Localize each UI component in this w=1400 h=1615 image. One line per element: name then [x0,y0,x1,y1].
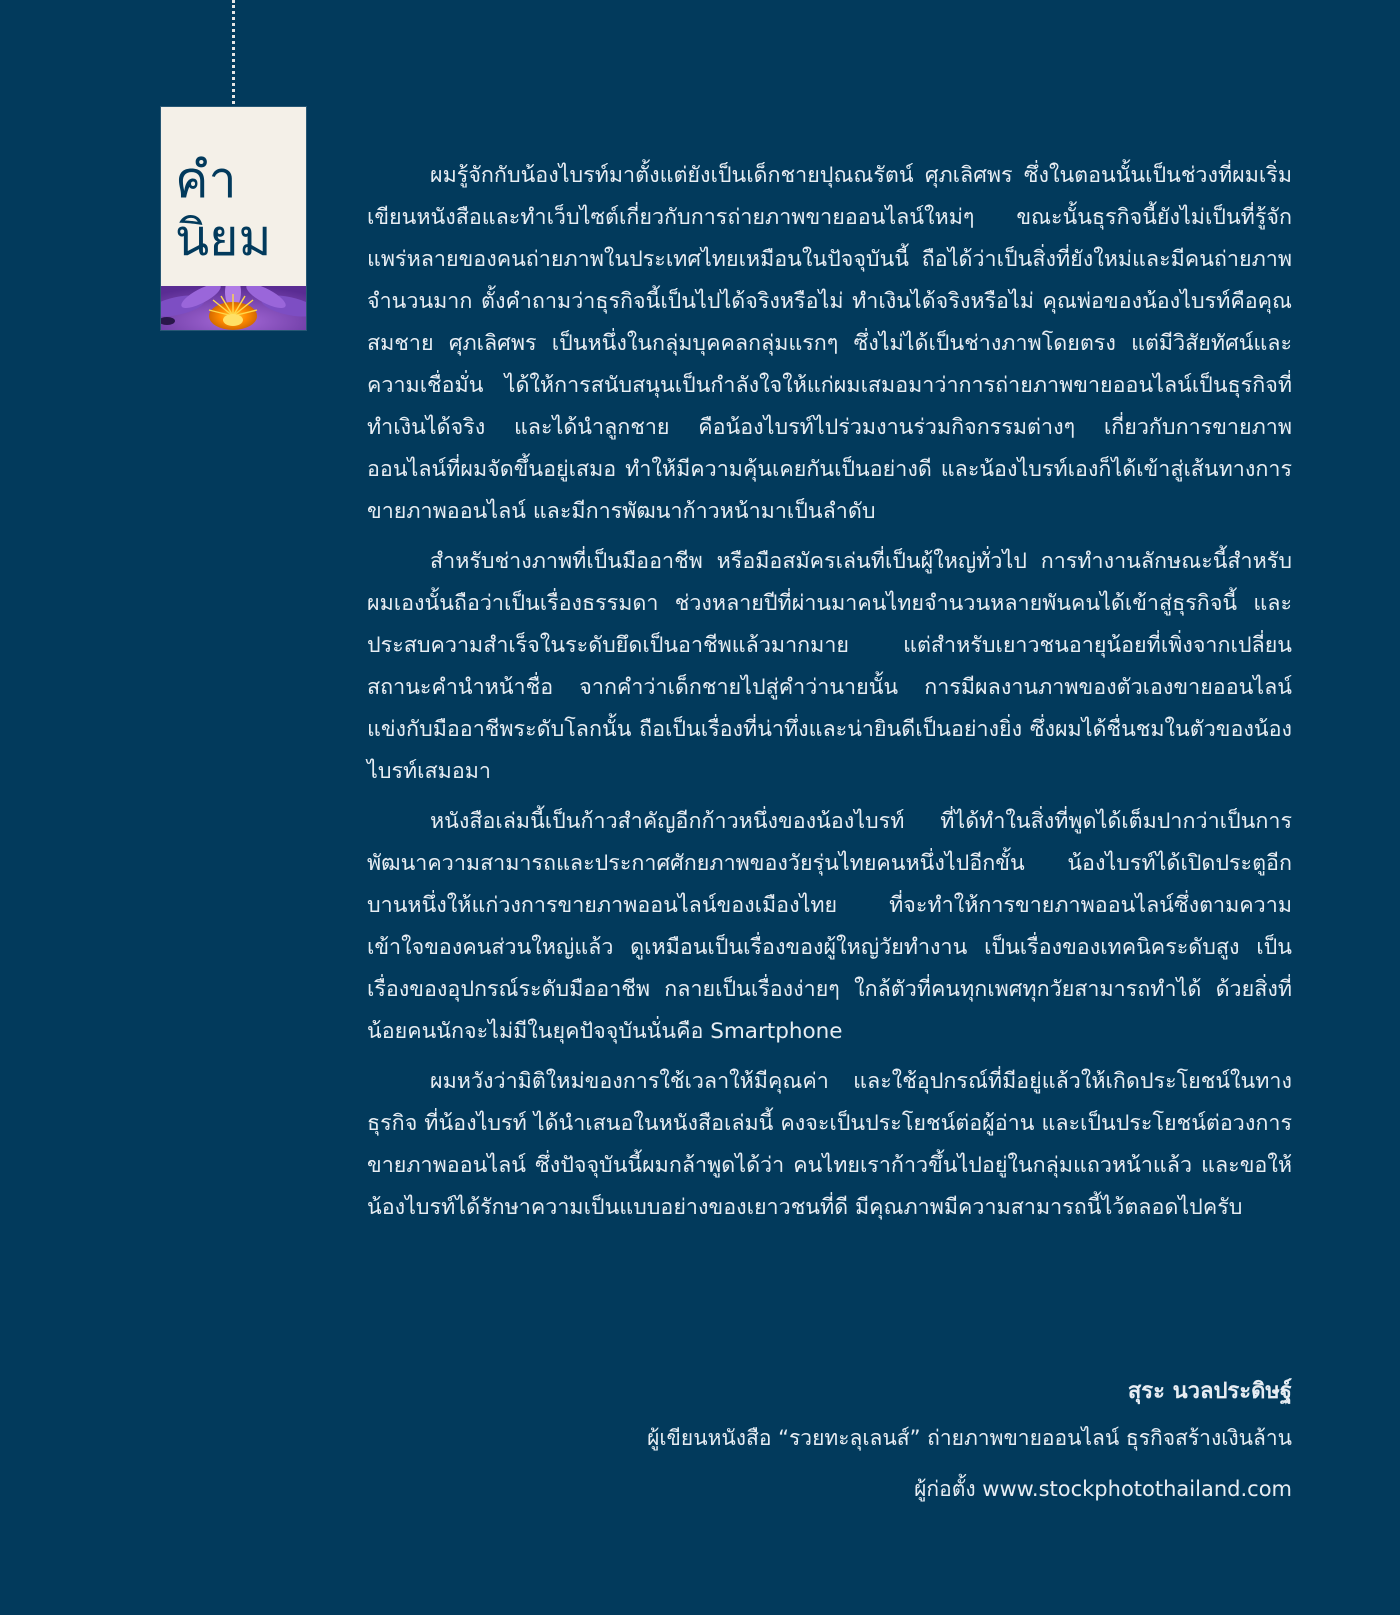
foreword-body [367,155,1292,1237]
paragraph-1: ผมรู้จักกับน้องไบรท์มาตั้งแต่ยังเป็นเด็กชายปุณณรัตน์ ศุภเลิศพร ซึ่งในตอนนั้นเป็นช่วงที่ผมเริ่มเขียนหนังสือและทำเว็บไซต์เกี่ยวกับการถ่ายภาพขายออนไลน์ใหม่ๆ ขณะนั้นธุรกิจนี้ยังไม่เป็นที่รู้จักแพร่หลายของคนถ่ายภาพในประเทศไทยเหมือนในปัจจุบันนี้ ถือได้ว่าเป็นสิ่งที่ยังใหม่และมีคนถ่ายภาพจำนวนมาก ตั้งคำถามว่าธุรกิจนี้เป็นไปได้จริงหรือไม่ ทำเงินได้จริงหรือไม่ คุณพ่อของน้องไบรท์คือคุณสมชาย ศุภเลิศพร เป็นหนึ่งในกลุ่มบุคคลกลุ่มแรกๆ ซึ่งไม่ได้เป็นช่างภาพโดยตรง แต่มีวิสัยทัศน์และความเชื่อมั่น ได้ให้การสนับสนุนเป็นกำลังใจให้แก่ผมเสมอมาว่าการถ่ายภาพขายออนไลน์เป็นธุรกิจที่ทำเงินได้จริง และได้นำลูกชาย คือน้องไบรท์ไปร่วมงานร่วมกิจกรรมต่างๆ เกี่ยวกับการขายภาพออนไลน์ที่ผมจัดขึ้นอยู่เสมอ ทำให้มีความคุ้นเคยกันเป็นอย่างดี และน้องไบรท์เองก็ได้เข้าสู่เส้นทางการขายภาพออนไลน์ และมีการพัฒนาก้าวหน้ามาเป็นลำดับ [367,163,1292,524]
lotus-flower-photo [161,286,306,330]
signature-block [647,1371,1292,1515]
paragraph-4: ผมหวังว่ามิติใหม่ของการใช้เวลาให้มีคุณค่า และใช้อุปกรณ์ที่มีอยู่แล้วให้เกิดประโยชน์ในทางธุรกิจ ที่น้องไบรท์ ได้นำเสนอในหนังสือเล่มนี้ คงจะเป็นประโยชน์ต่อผู้อ่าน และเป็นประโยชน์ต่อวงการขายภาพออนไลน์ ซึ่งปัจจุบันนี้ผมกล้าพูดได้ว่า คนไทยเราก้าวขึ้นไปอยู่ในกลุ่มแถวหน้าแล้ว และขอให้น้องไบรท์ได้รักษาความเป็นแบบอย่างของเยาวชนที่ดี มีคุณภาพมีความสามารถนี้ไว้ตลอดไปครับ [367,1069,1292,1220]
page-title [175,151,300,267]
author-name: สุระ นวลประดิษฐ์ [1127,1379,1292,1404]
author-role: ผู้เขียนหนังสือ “รวยทะลุเลนส์” ถ่ายภาพขายออนไลน์ ธุรกิจสร้างเงินล้าน [647,1426,1292,1450]
paragraph-3: หนังสือเล่มนี้เป็นก้าวสำคัญอีกก้าวหนึ่งของน้องไบรท์ ที่ได้ทำในสิ่งที่พูดได้เต็มปากว่าเป็นการพัฒนาความสามารถและประกาศศักยภาพของวัยรุ่นไทยคนหนึ่งไปอีกขั้น น้องไบรท์ได้เปิดประตูอีกบานหนึ่งให้แก่วงการขายภาพออนไลน์ของเมืองไทย ที่จะทำให้การขายภาพออนไลน์ซึ่งตามความเข้าใจของคนส่วนใหญ่แล้ว ดูเหมือนเป็นเรื่องของผู้ใหญ่วัยทำงาน เป็นเรื่องของเทคนิคระดับสูง เป็นเรื่องของอุปกรณ์ระดับมืออาชีพ กลายเป็นเรื่องง่ายๆ ใกล้ตัวที่คนทุกเพศทุกวัยสามารถทำได้ ด้วยสิ่งที่น้อยคนนักจะไม่มีในยุคปัจจุบันนั่นคือ Smartphone [367,809,1292,1044]
page-title-line-2: นิยม [175,209,272,267]
paragraph-2: สำหรับช่างภาพที่เป็นมืออาชีพ หรือมือสมัครเล่นที่เป็นผู้ใหญ่ทั่วไป การทำงานลักษณะนี้สำหรับผมเองนั้นถือว่าเป็นเรื่องธรรมดา ช่วงหลายปีที่ผ่านมาคนไทยจำนวนหลายพันคนได้เข้าสู่ธุรกิจนี้ และประสบความสำเร็จในระดับยึดเป็นอาชีพแล้วมากมาย แต่สำหรับเยาวชนอายุน้อยที่เพิ่งจากเปลี่ยนสถานะคำนำหน้าชื่อ จากคำว่าเด็กชายไปสู่คำว่านายนั้น การมีผลงานภาพของตัวเองขายออนไลน์แข่งกับมืออาชีพระดับโลกนั้น ถือเป็นเรื่องที่น่าทึ่งและน่ายินดีเป็นอย่างยิ่ง ซึ่งผมได้ชื่นชมในตัวของน้องไบรท์เสมอมา [367,549,1292,784]
heading-tag [161,107,306,330]
hanging-string-dotted-line [232,0,235,104]
page-title-line-1: คำ [175,151,237,209]
author-founder: ผู้ก่อตั้ง www.stockphotothailand.com [914,1477,1292,1501]
